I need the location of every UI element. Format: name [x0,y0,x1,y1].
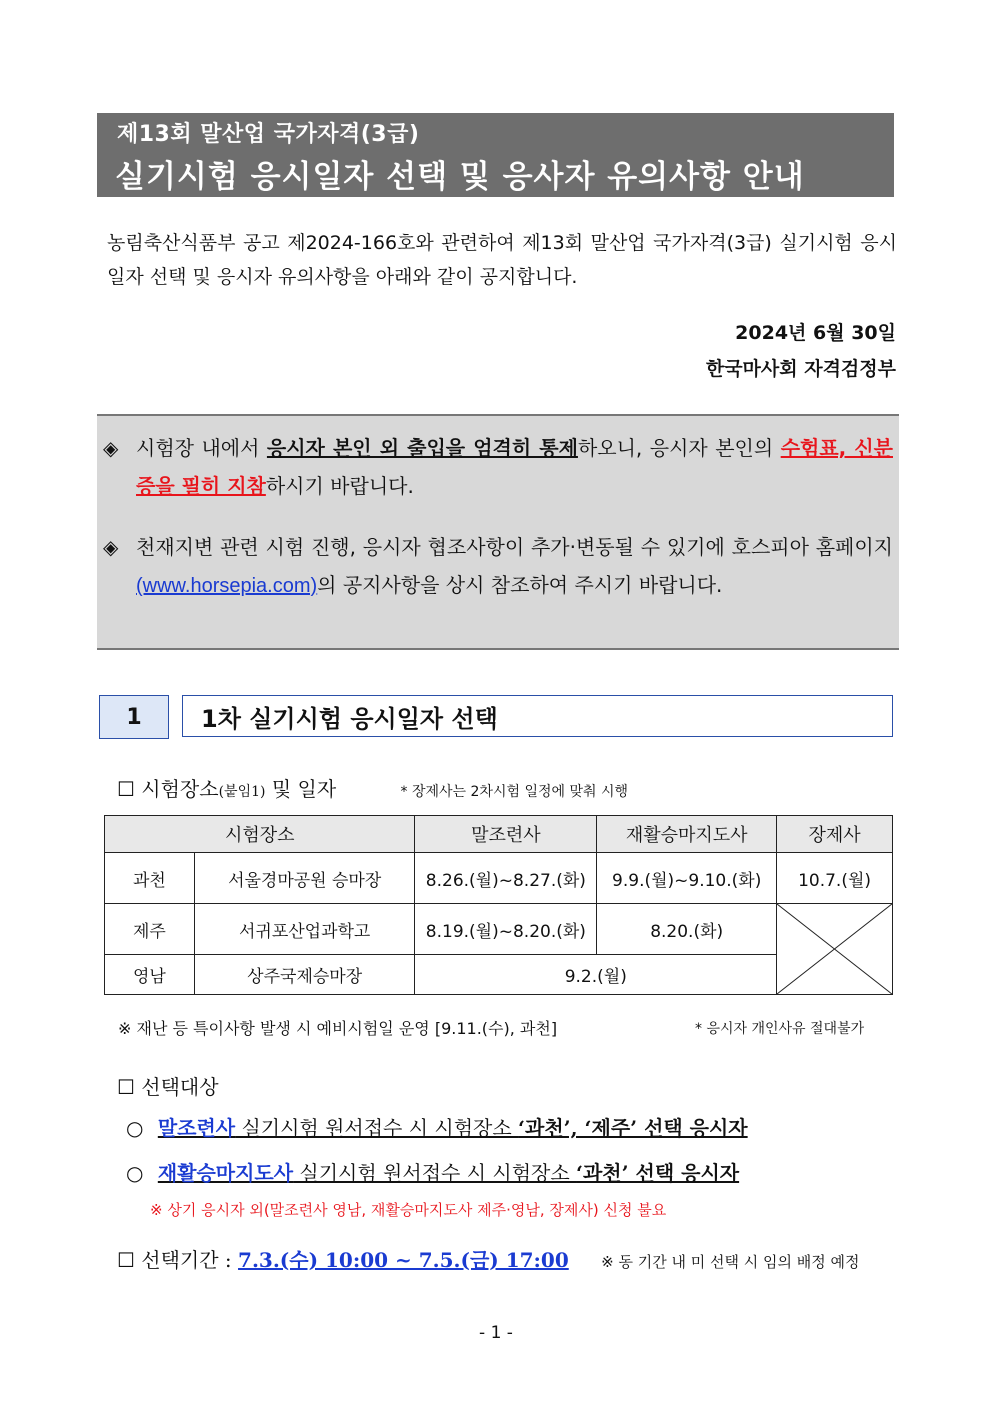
page-number: - 1 - [479,1323,513,1343]
table-row [105,904,893,955]
farrier-note: * 장제사는 2차시험 일정에 맞춰 시행 [400,784,629,800]
reserve-exam-note: ※ 재난 등 특이사항 발생 시 예비시험일 운영 [9.11.(수), 과천] [118,1019,558,1038]
horsepia-link[interactable]: (www.horsepia.com) [136,575,318,597]
period-label: ☐ 선택기간 : [117,1248,239,1272]
notice-date: 2024년 6월 30일 [735,322,896,344]
notice1-post: 하시기 바랍니다. [265,474,414,498]
target-item-2-bold: ‘과천’ 선택 응시자 [576,1161,740,1185]
date-cell: 8.26.(월)~8.27.(화) [415,853,597,904]
venue-heading [117,773,628,802]
header-venue: 시험장소 [105,816,415,853]
circle-bullet-icon: ○ [126,1161,144,1185]
cross-out-icon [777,904,892,994]
notice1-red-emphasis: 수험표, 신분증을 필히 지참 [136,436,893,498]
schedule-table [104,815,893,995]
region-cell: 제주 [105,904,195,955]
header-horse-trainer: 말조련사 [415,816,597,853]
region-cell: 과천 [105,853,195,904]
header-rehab-instructor: 재활승마지도사 [597,816,777,853]
target-heading: ☐ 선택대상 [117,1075,219,1099]
notice1-mid: 하오니, 응시자 본인의 [577,436,781,460]
not-applicable-cell [777,904,893,995]
venue-attach: (붙임1) [218,784,266,800]
target-item-2 [126,1157,739,1186]
target-item-1 [126,1112,748,1141]
place-cell: 상주국제승마장 [194,955,415,995]
date-cell: 8.19.(월)~8.20.(화) [415,904,597,955]
region-cell: 영남 [105,955,195,995]
target-item-1-bold: ‘과천’, ‘제주’ 선택 응시자 [518,1116,748,1140]
header-farrier: 장제사 [777,816,893,853]
issuing-org: 한국마사회 자격검정부 [705,358,896,380]
notice1-emphasis: 응시자 본인 외 출입을 엄격히 통제 [266,436,578,460]
reserve-exam-note-2: * 응시자 개인사유 절대불가 [695,1021,865,1037]
section-number: 1 [99,695,169,739]
venue-heading-label: ☐ 시험장소 [117,777,219,801]
title-line1: 제13회 말산업 국가자격(3급) [117,122,420,147]
notice-item-2 [103,528,893,605]
date-cell: 10.7.(월) [777,853,893,904]
table-row [105,853,893,904]
role-rehab-instructor: 재활승마지도사 [157,1161,294,1185]
venue-heading-rest: 및 일자 [265,777,337,801]
notice-item-1 [103,429,893,505]
period-line [117,1244,859,1273]
target-item-2-mid: 실기시험 원서접수 시 시험장소 [293,1161,577,1185]
target-item-1-text [158,1116,748,1140]
notice-box [97,414,899,650]
period-value: 7.3.(수) 10:00 ~ 7.5.(금) 17:00 [238,1248,569,1272]
title-line2: 실기시험 응시일자 선택 및 응사자 유의사항 안내 [115,159,805,195]
title-box [97,113,894,197]
diamond-icon: ◈ [103,436,119,460]
diamond-icon: ◈ [103,535,119,559]
date-cell: 9.2.(월) [415,955,777,995]
notice-item-1-text [136,429,893,505]
target-item-2-text [158,1161,739,1185]
circle-bullet-icon: ○ [126,1116,144,1140]
section-title: 1차 실기시험 응시일자 선택 [182,695,893,737]
target-item-1-mid: 실기시험 원서접수 시 시험장소 [235,1116,519,1140]
notice2-pre: 천재지변 관련 시험 진행, 응시자 협조사항이 추가·변동될 수 있기에 호스피아 홈페이지 [136,535,893,559]
notice-item-2-text [136,528,893,605]
period-note: ※ 동 기간 내 미 선택 시 임의 배정 예정 [601,1253,860,1271]
intro-paragraph: 농림축산식품부 공고 제2024-166호와 관련하여 제13회 말산업 국가자격(3급) 실기시험 응시일자 선택 및 응시자 유의사항을 아래와 같이 공지합니다. [107,232,897,288]
notice2-post: 의 공지사항을 상시 참조하여 주시기 바랍니다. [317,573,723,597]
date-cell: 8.20.(화) [597,904,777,955]
date-cell: 9.9.(월)~9.10.(화) [597,853,777,904]
place-cell: 서귀포산업과학고 [194,904,415,955]
place-cell: 서울경마공원 승마장 [194,853,415,904]
target-note: ※ 상기 응시자 외(말조련사 영남, 재활승마지도사 제주·영남, 장제사) 신청 불요 [150,1201,667,1219]
notice1-pre: 시험장 내에서 [136,436,267,460]
role-horse-trainer: 말조련사 [157,1116,236,1140]
table-row [105,955,893,995]
